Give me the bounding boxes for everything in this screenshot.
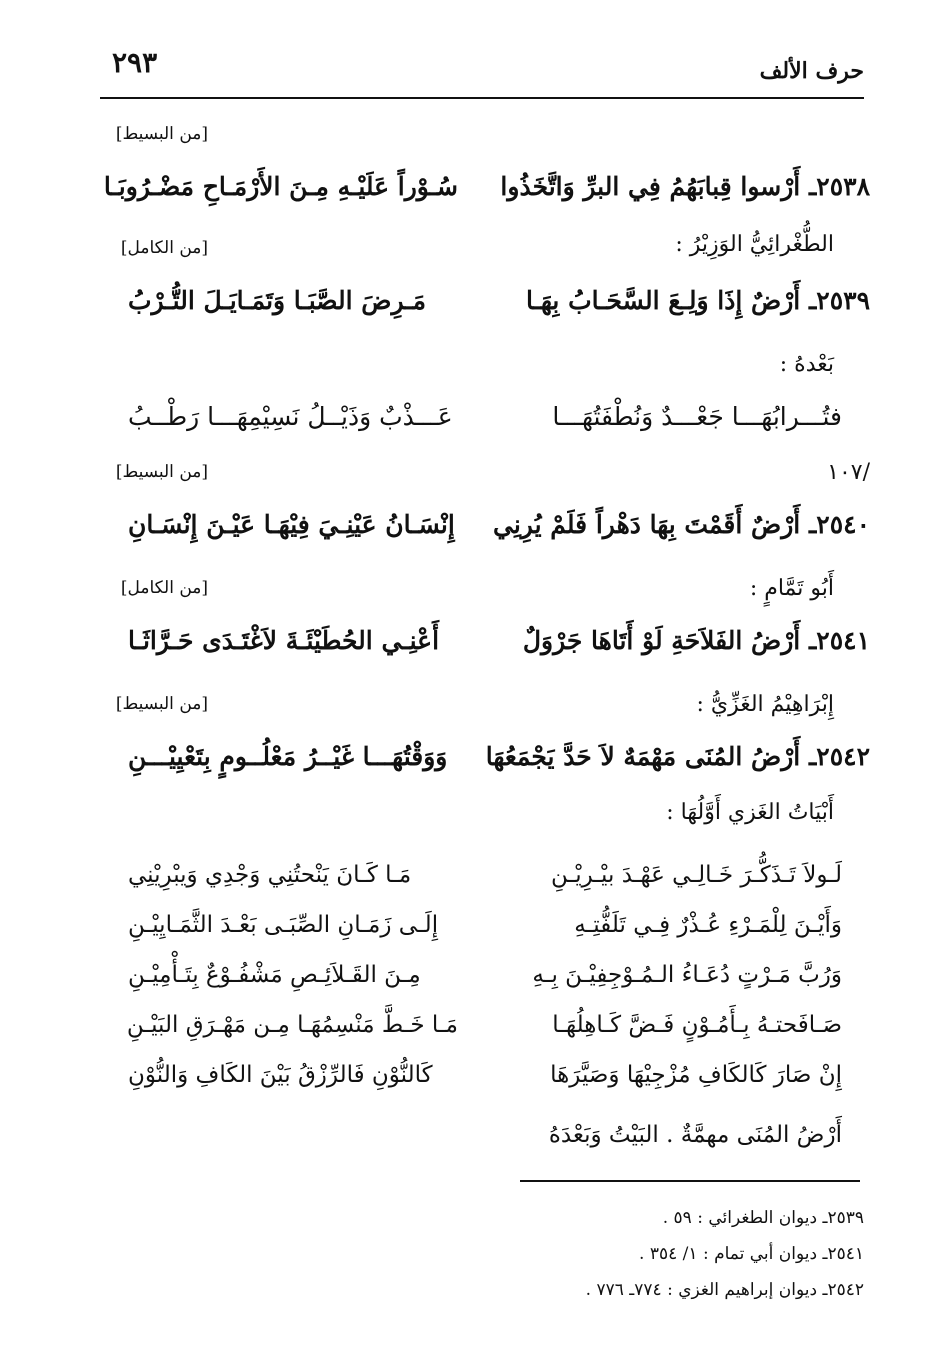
continuation-label: بَعْدهُ : (779, 352, 834, 377)
page-number: ٢٩٣ (112, 46, 158, 79)
poem-line-left: مَـا خَـطَّ مَنْسِمُهَـا مِـن مَهْـرَقِ البَيْـنِ (126, 1012, 458, 1038)
footnote: ٢٥٤١ـ ديوان أبي تمام : ١/ ٣٥٤ . (639, 1244, 864, 1264)
poem-line-left: مِـنَ القَـلاَئِـصِ مَشْفُـوْعٌ بِتَـأْمِيْـنِ (128, 962, 421, 988)
poem-line-left: إِلَـى زَمَـانِ الصِّبَـى بَعْـدَ الثَّمَـايِيْـنِ (128, 912, 439, 938)
verse-hemistich-first: ٢٥٤٠ـ أَرْضٌ أَقَمْتَ بِهَا دَهْراً فَلَمْ يُرِنِي (493, 510, 870, 539)
verse-hemistich-first: فتُـــرابُهَـــا جَعْـــدٌ وَنُطْفَتُهَـــا (552, 402, 842, 431)
poem-line-right: لَـولاَ تَـذَكُّـرَ خَـالِـي عَهْـدَ بيْـرِيْـنِ (550, 862, 842, 888)
meter-label: [من البسيط] (115, 694, 208, 714)
verse-hemistich-first: ٢٥٣٨ـ أَرْسوا قِبابَهُمُ فِي البرِّ وَاتَّخَذُوا (500, 172, 870, 201)
meter-label: [من الكامل] (120, 238, 208, 258)
header-rule (100, 97, 864, 99)
footnote: ٢٥٤٢ـ ديوان إبراهيم الغزي : ٧٧٤ـ ٧٧٦ . (585, 1280, 864, 1300)
poem-closing-line: أَرْضُ المُنَى مهمَّةٌ . البَيْتُ وَبَعْدَهُ (548, 1122, 842, 1148)
poem-line-right: صَـافَحتـهُ بِـأَمُـوْنٍ فَـضَّ كَـاهِلُهَـا (552, 1012, 842, 1038)
poet-name: إِبْرَاهِيْمُ الغَزِّيُّ : (696, 692, 834, 717)
verse-hemistich-second: سُـوْراً عَلَيْـهِ مِـنَ الأَرْمَـاحِ مَضْـرُوبَـا (103, 172, 458, 201)
reference-number: /١٠٧ (827, 460, 870, 485)
footnote: ٢٥٣٩ـ ديوان الطغرائي : ٥٩ . (662, 1208, 864, 1228)
meter-label: [من البسيط] (115, 124, 208, 144)
meter-label: [من الكامل] (120, 578, 208, 598)
running-header-title: حرف الألف (759, 58, 864, 84)
poem-line-left: كَالنُّوْنِ فَالرِّزْقُ بَيْنَ الكَافِ وَالنُّوْنِ (128, 1062, 433, 1088)
verse-hemistich-first: ٢٥٤٢ـ أَرْضُ المُنَى مَهْمَهٌ لاَ حَدَّ يَجْمَعُهَا (485, 742, 870, 771)
verse-hemistich-second: مَـرِضَ الصَّبَـا وَتَمَـايَـلَ التُّـرْبُ (128, 286, 426, 315)
poet-name: أَبُو تَمَّامٍ : (749, 576, 834, 601)
verse-hemistich-second: عَـــذْبٌ وَذَيْــلُ نَسِيْمِهَـــا رَطْــبُ (128, 402, 453, 431)
verse-hemistich-second: إِنْسَـانُ عَيْنِـيَ فِيْهَـا عَيْـنَ إِنْسَـانِ (128, 510, 455, 539)
poet-name: الطُّغْرائِيُّ الوَزِيْرُ : (675, 232, 834, 257)
poem-line-right: وَأَيْـنَ لِلْمَـرْءِ عُـذْرٌ فِـي تَلَفُّتِـهِ (574, 912, 842, 938)
poem-line-right: إِنْ صَارَ كَالكَافِ مُزْجِيْهَا وَصَيَّرَهَا (550, 1062, 842, 1088)
poem-intro: أَبْيَاتُ الغَزي أَوَّلُهَا : (666, 800, 834, 825)
verse-hemistich-second: وَوَقْتُهَـــا غَيْــرُ مَعْلُــومٍ بِتَعْيِيْـــنِ (128, 742, 448, 771)
poem-line-right: وَرُبَّ مَـرْتٍ دُعَـاءُ الـمُـوْجِفِيْـنَ بِـهِ (532, 962, 842, 988)
verse-hemistich-first: ٢٥٣٩ـ أَرْضٌ إِذَا وَلِـعَ السَّحَـابُ بِهَـا (525, 286, 870, 315)
footnote-rule (520, 1180, 860, 1182)
verse-hemistich-first: ٢٥٤١ـ أَرْضُ الفَلاَحَةِ لَوْ أَتَاهَا جَرْوَلٌ (522, 626, 870, 655)
meter-label: [من البسيط] (115, 462, 208, 482)
verse-hemistich-second: أَعْنِـي الحُطَيْئَـةَ لاَغْتَـدَى حَـرَّاثَـا (128, 626, 440, 655)
poem-line-left: مَـا كَـانَ يَنْحتُنِي وَجْدِي وَيبْرِيْنِي (128, 862, 412, 888)
